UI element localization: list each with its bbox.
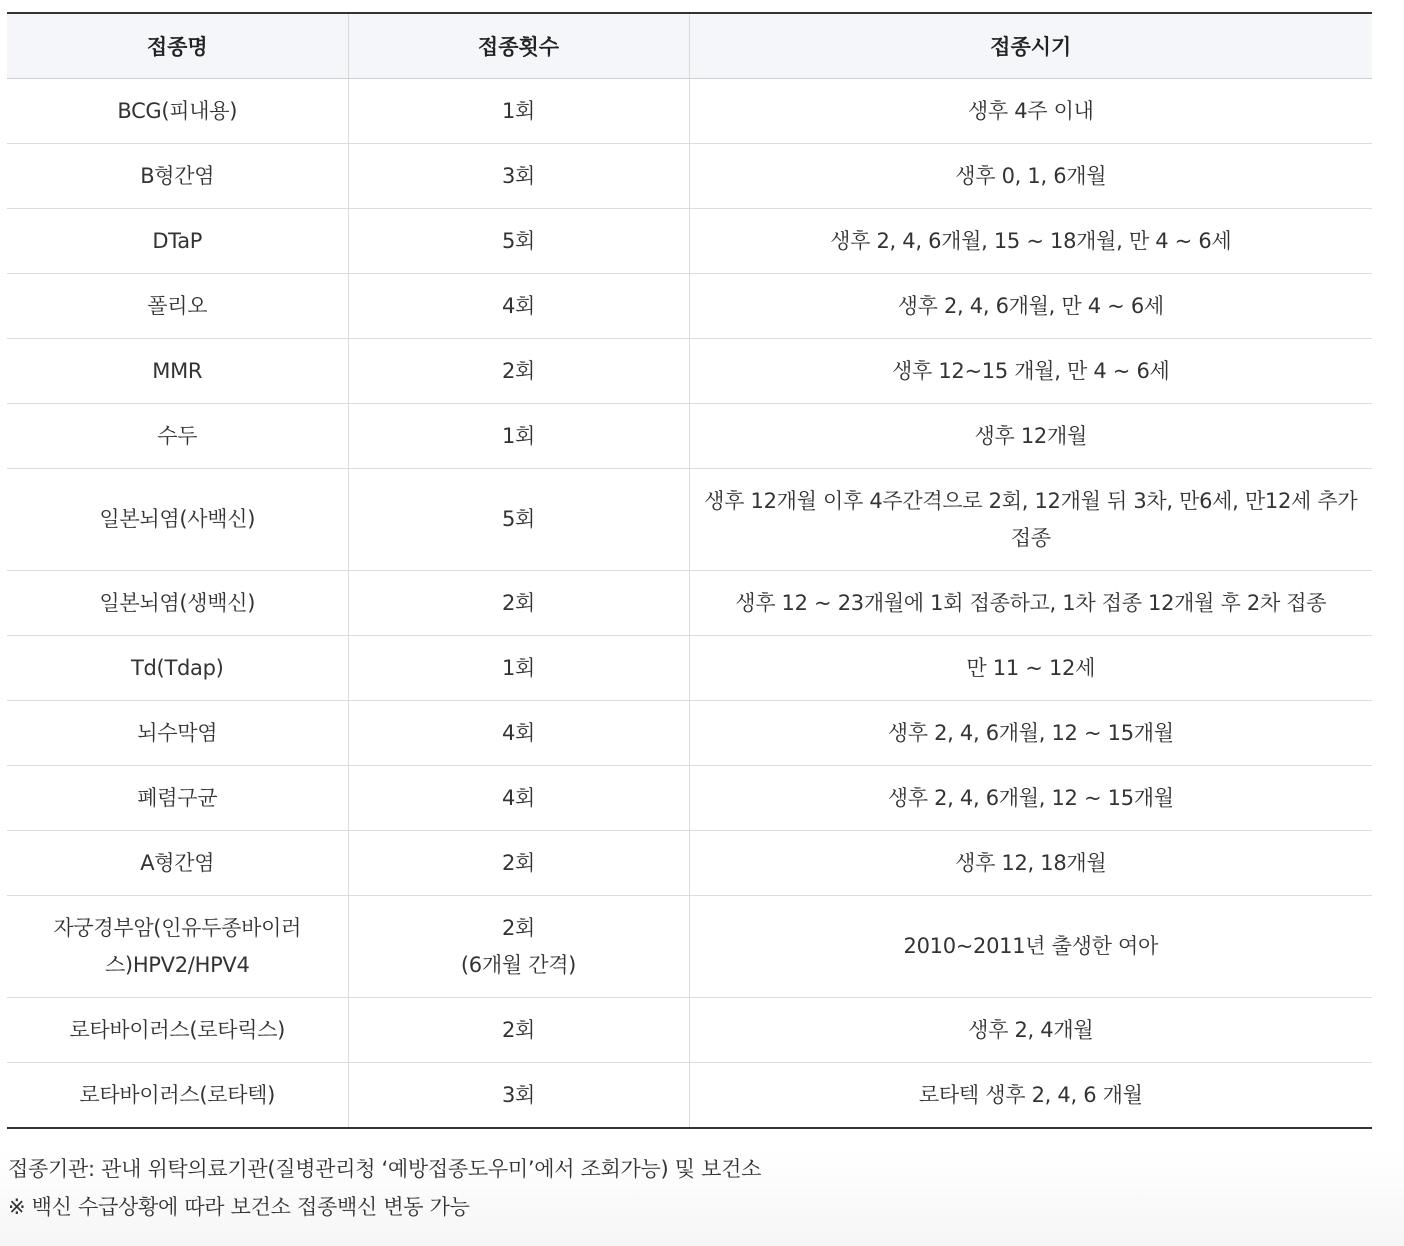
- schedule-cell: 생후 12개월 이후 4주간격으로 2회, 12개월 뒤 3차, 만6세, 만12세 추가접종: [689, 469, 1372, 571]
- schedule-cell: 생후 0, 1, 6개월: [689, 144, 1372, 209]
- dose-count-cell: 5회: [348, 209, 689, 274]
- vaccine-name-cell: 자궁경부암(인유두종바이러스)HPV2/HPV4: [7, 896, 348, 998]
- table-row: [7, 636, 1372, 701]
- dose-count-cell: 4회: [348, 766, 689, 831]
- dose-count-cell: 1회: [348, 79, 689, 144]
- schedule-cell: 생후 12개월: [689, 404, 1372, 469]
- vaccination-institution-note: 접종기관: 관내 위탁의료기관(질병관리청 ‘예방접종도우미’에서 조회가능) 및 보건소: [8, 1157, 762, 1181]
- vaccine-name-cell: 수두: [7, 404, 348, 469]
- table-row: [7, 404, 1372, 469]
- schedule-cell: 만 11 ~ 12세: [689, 636, 1372, 701]
- vaccine-name-cell: 폐렴구균: [7, 766, 348, 831]
- vaccine-name-cell: 뇌수막염: [7, 701, 348, 766]
- table-row: [7, 339, 1372, 404]
- schedule-cell: 생후 2, 4, 6개월, 12 ~ 15개월: [689, 766, 1372, 831]
- table-row: [7, 998, 1372, 1063]
- vaccine-name-cell: 로타바이러스(로타릭스): [7, 998, 348, 1063]
- dose-count-cell: 4회: [348, 274, 689, 339]
- table-header-row: [7, 13, 1372, 79]
- table-row: [7, 896, 1372, 998]
- schedule-cell: 로타텍 생후 2, 4, 6 개월: [689, 1063, 1372, 1129]
- schedule-cell: 생후 2, 4개월: [689, 998, 1372, 1063]
- dose-count-cell: 3회: [348, 1063, 689, 1129]
- vaccine-name-cell: MMR: [7, 339, 348, 404]
- schedule-cell: 생후 4주 이내: [689, 79, 1372, 144]
- header-schedule: 접종시기: [689, 13, 1372, 79]
- table-row: [7, 766, 1372, 831]
- vaccine-name-cell: A형간염: [7, 831, 348, 896]
- dose-count-cell: 1회: [348, 404, 689, 469]
- dose-count-cell: 2회 (6개월 간격): [348, 896, 689, 998]
- schedule-cell: 생후 12, 18개월: [689, 831, 1372, 896]
- vaccine-name-cell: DTaP: [7, 209, 348, 274]
- table-row: [7, 831, 1372, 896]
- table-row: [7, 1063, 1372, 1129]
- dose-count-cell: 2회: [348, 339, 689, 404]
- table-row: [7, 274, 1372, 339]
- table-row: [7, 209, 1372, 274]
- schedule-cell: 생후 2, 4, 6개월, 15 ~ 18개월, 만 4 ~ 6세: [689, 209, 1372, 274]
- vaccine-name-cell: BCG(피내용): [7, 79, 348, 144]
- dose-count-cell: 4회: [348, 701, 689, 766]
- dose-count-cell: 1회: [348, 636, 689, 701]
- vaccine-name-cell: B형간염: [7, 144, 348, 209]
- dose-count-cell: 2회: [348, 571, 689, 636]
- vaccine-name-cell: 로타바이러스(로타텍): [7, 1063, 348, 1129]
- schedule-cell: 생후 2, 4, 6개월, 12 ~ 15개월: [689, 701, 1372, 766]
- dose-count-cell: 2회: [348, 831, 689, 896]
- schedule-cell: 2010~2011년 출생한 여아: [689, 896, 1372, 998]
- header-vaccine-name: 접종명: [7, 13, 348, 79]
- vaccine-name-cell: Td(Tdap): [7, 636, 348, 701]
- schedule-cell: 생후 12 ~ 23개월에 1회 접종하고, 1차 접종 12개월 후 2차 접종: [689, 571, 1372, 636]
- table-row: [7, 79, 1372, 144]
- vaccine-name-cell: 일본뇌염(사백신): [7, 469, 348, 571]
- dose-count-cell: 2회: [348, 998, 689, 1063]
- schedule-cell: 생후 12~15 개월, 만 4 ~ 6세: [689, 339, 1372, 404]
- dose-count-cell: 3회: [348, 144, 689, 209]
- schedule-cell: 생후 2, 4, 6개월, 만 4 ~ 6세: [689, 274, 1372, 339]
- table-row: [7, 469, 1372, 571]
- vaccination-schedule-table: [7, 12, 1372, 1129]
- dose-count-cell: 5회: [348, 469, 689, 571]
- table-row: [7, 701, 1372, 766]
- vaccine-supply-note: ※ 백신 수급상황에 따라 보건소 접종백신 변동 가능: [8, 1195, 470, 1219]
- header-dose-count: 접종횟수: [348, 13, 689, 79]
- table-row: [7, 144, 1372, 209]
- vaccine-name-cell: 일본뇌염(생백신): [7, 571, 348, 636]
- vaccine-name-cell: 폴리오: [7, 274, 348, 339]
- table-row: [7, 571, 1372, 636]
- footnotes: [8, 1150, 761, 1226]
